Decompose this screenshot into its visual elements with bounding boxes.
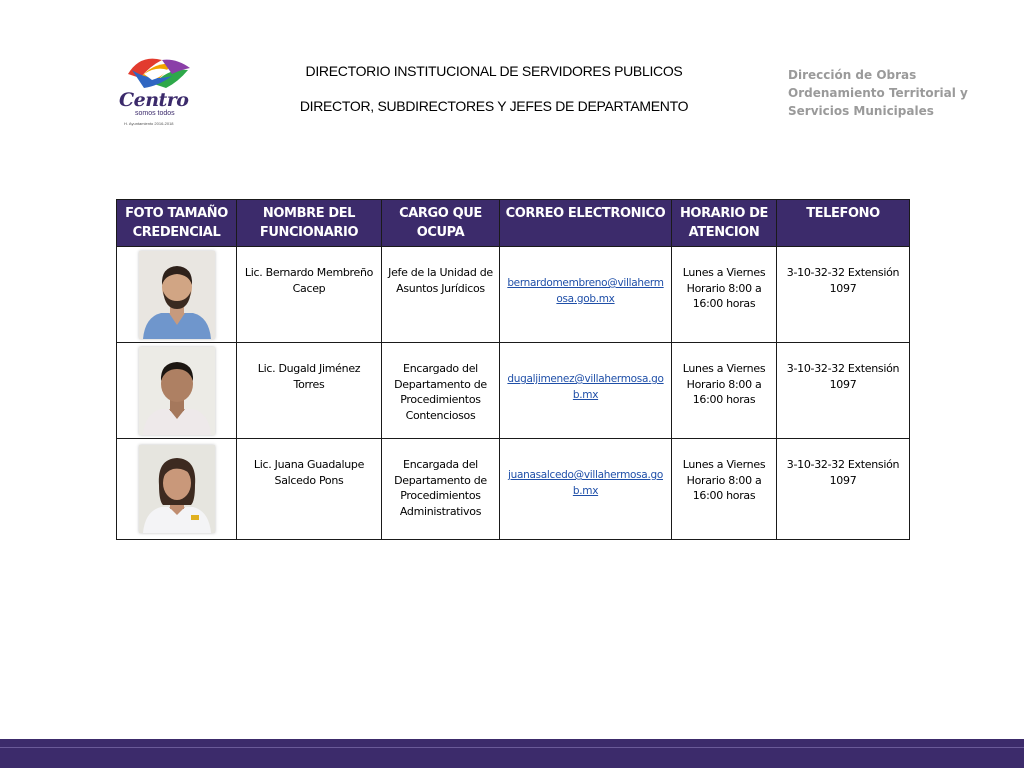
photo-man-beard xyxy=(139,251,215,339)
department-line: Ordenamiento Territorial y xyxy=(788,86,968,100)
table-header-row xyxy=(117,200,910,247)
photo-cell xyxy=(117,343,237,439)
nombre-cell: Lic. Dugald Jiménez Torres xyxy=(237,343,382,439)
footer-band xyxy=(0,739,1024,768)
photo-woman xyxy=(139,445,215,533)
centro-logo xyxy=(110,52,210,128)
email-link[interactable]: juanasalcedo@villahermosa.gob.mx xyxy=(500,439,672,540)
column-header-telefono: TELEFONO xyxy=(777,200,910,247)
table-row xyxy=(117,247,910,343)
cargo-cell: Encargado del Departamento de Procedimientos Contenciosos xyxy=(382,343,500,439)
footer-divider xyxy=(0,747,1024,748)
column-header-correo: CORREO ELECTRONICO xyxy=(500,200,672,247)
column-header-foto: FOTO TAMAÑO CREDENCIAL xyxy=(117,200,237,247)
photo-cell xyxy=(117,247,237,343)
nombre-cell: Lic. Bernardo Membreño Cacep xyxy=(237,247,382,343)
column-header-nombre: NOMBRE DEL FUNCIONARIO xyxy=(237,200,382,247)
horario-cell: Lunes a Viernes Horario 8:00 a 16:00 horas xyxy=(672,439,777,540)
telefono-cell: 3-10-32-32 Extensión 1097 xyxy=(777,343,910,439)
directory-table xyxy=(116,199,910,540)
nombre-cell: Lic. Juana Guadalupe Salcedo Pons xyxy=(237,439,382,540)
table-row xyxy=(117,439,910,540)
department-line: Dirección de Obras xyxy=(788,68,917,82)
photo-cell xyxy=(117,439,237,540)
horario-cell: Lunes a Viernes Horario 8:00 a 16:00 horas xyxy=(672,343,777,439)
logo-wordmark: Centro xyxy=(119,89,189,111)
document-title: DIRECTORIO INSTITUCIONAL DE SERVIDORES PUBLICOS xyxy=(305,63,683,79)
email-link[interactable]: bernardomembreno@villahermosa.gob.mx xyxy=(500,247,672,343)
cargo-cell: Encargada del Departamento de Procedimientos Administrativos xyxy=(382,439,500,540)
logo-small-text: H. Ayuntamiento 2016-2018 xyxy=(124,121,174,126)
department-line: Servicios Municipales xyxy=(788,104,934,118)
logo-emblem-icon xyxy=(110,52,210,92)
department-name xyxy=(788,66,988,120)
cargo-cell: Jefe de la Unidad de Asuntos Jurídicos xyxy=(382,247,500,343)
horario-cell: Lunes a Viernes Horario 8:00 a 16:00 horas xyxy=(672,247,777,343)
telefono-cell: 3-10-32-32 Extensión 1097 xyxy=(777,247,910,343)
email-link[interactable]: dugaljimenez@villahermosa.gob.mx xyxy=(500,343,672,439)
telefono-cell: 3-10-32-32 Extensión 1097 xyxy=(777,439,910,540)
column-header-horario: HORARIO DE ATENCION xyxy=(672,200,777,247)
photo-man xyxy=(139,347,215,435)
table-row xyxy=(117,343,910,439)
logo-tagline: somos todos xyxy=(135,110,175,117)
column-header-cargo: CARGO QUE OCUPA xyxy=(382,200,500,247)
document-subtitle: DIRECTOR, SUBDIRECTORES Y JEFES DE DEPARTAMENTO xyxy=(299,98,689,114)
